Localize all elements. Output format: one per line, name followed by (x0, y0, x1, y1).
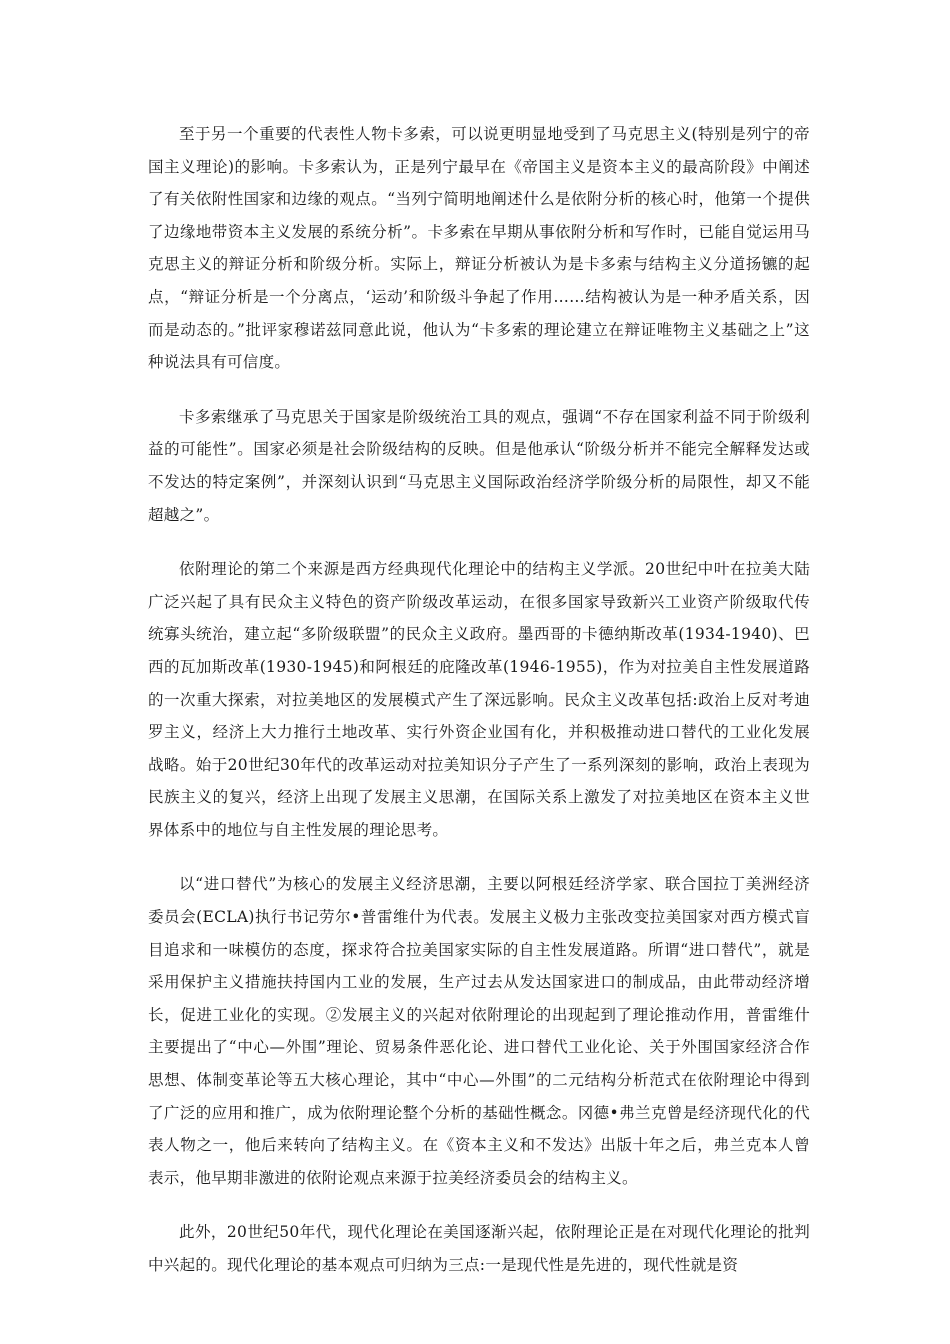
paragraph-import-substitution: 以“进口替代”为核心的发展主义经济思潮，主要以阿根廷经济学家、联合国拉丁美洲经济委员会(ECLA)执行书记劳尔•普雷维什为代表。发展主义极力主张改变拉美国家对西方模式盲目追求和一味模仿的态度，探求符合拉美国家实际的自主性发展道路。所谓“进口替代”，就是采用保护主义措施扶持国内工业的发展，生产过去从发达国家进口的制成品，由此带动经济增长，促进工业化的实现。②发展主义的兴起对依附理论的出现起到了理论推动作用，普雷维什主要提出了“中心—外围”理论、贸易条件恶化论、进口替代工业化论、关于外围国家经济合作思想、体制变革论等五大核心理论，其中“中心—外围”的二元结构分析范式在依附理论中得到了广泛的应用和推广，成为依附理论整个分析的基础性概念。冈德•弗兰克曾是经济现代化的代表人物之一，他后来转向了结构主义。在《资本主义和不发达》出版十年之后，弗兰克本人曾表示，他早期非激进的依附论观点来源于拉美经济委员会的结构主义。 (148, 875, 810, 1187)
paragraph-modernization-theory: 此外，20世纪50年代，现代化理论在美国逐渐兴起，依附理论正是在对现代化理论的批判中兴起的。现代化理论的基本观点可归纳为三点:一是现代性是先进的，现代性就是资 (148, 1223, 810, 1274)
paragraph-cardoso-state: 卡多索继承了马克思关于国家是阶级统治工具的观点，强调“不存在国家利益不同于阶级利益的可能性”。国家必须是社会阶级结构的反映。但是他承认“阶级分析并不能完全解释发达或不发达的特定案例”，并深刻认识到“马克思主义国际政治经济学阶级分析的局限性，却又不能超越之”。 (148, 407, 810, 524)
paragraph-structuralism-source: 依附理论的第二个来源是西方经典现代化理论中的结构主义学派。20世纪中叶在拉美大陆广泛兴起了具有民众主义特色的资产阶级改革运动，在很多国家导致新兴工业资产阶级取代传统寡头统治，建立起“多阶级联盟”的民众主义政府。墨西哥的卡德纳斯改革(1934-1940)、巴西的瓦加斯改革(1930-1945)和阿根廷的庇隆改革(1946-1955)，作为对拉美自主性发展道路的一次重大探索，对拉美地区的发展模式产生了深远影响。民众主义改革包括:政治上反对考迪罗主义，经济上大力推行土地改革、实行外资企业国有化，并积极推动进口替代的工业化发展战略。始于20世纪30年代的改革运动对拉美知识分子产生了一系列深刻的影响，政治上表现为民族主义的复兴，经济上出现了发展主义思潮，在国际关系上激发了对拉美地区在资本主义世界体系中的地位与自主性发展的理论思考。 (148, 560, 810, 839)
paragraph-cardoso-marxism: 至于另一个重要的代表性人物卡多索，可以说更明显地受到了马克思主义(特别是列宁的帝国主义理论)的影响。卡多索认为，正是列宁最早在《帝国主义是资本主义的最高阶段》中阐述了有关依附性国家和边缘的观点。“当列宁简明地阐述什么是依附分析的核心时，他第一个提供了边缘地带资本主义发展的系统分析”。卡多索在早期从事依附分析和写作时，已能自觉运用马克思主义的辩证分析和阶级分析。实际上，辩证分析被认为是卡多索与结构主义分道扬镳的起点，“辩证分析是一个分离点，‘运动’和阶级斗争起了作用……结构被认为是一种矛盾关系，因而是动态的。”批评家穆诺兹同意此说，他认为“卡多索的理论建立在辩证唯物主义基础之上”这种说法具有可信度。 (148, 125, 810, 372)
document-page (148, 118, 810, 1304)
